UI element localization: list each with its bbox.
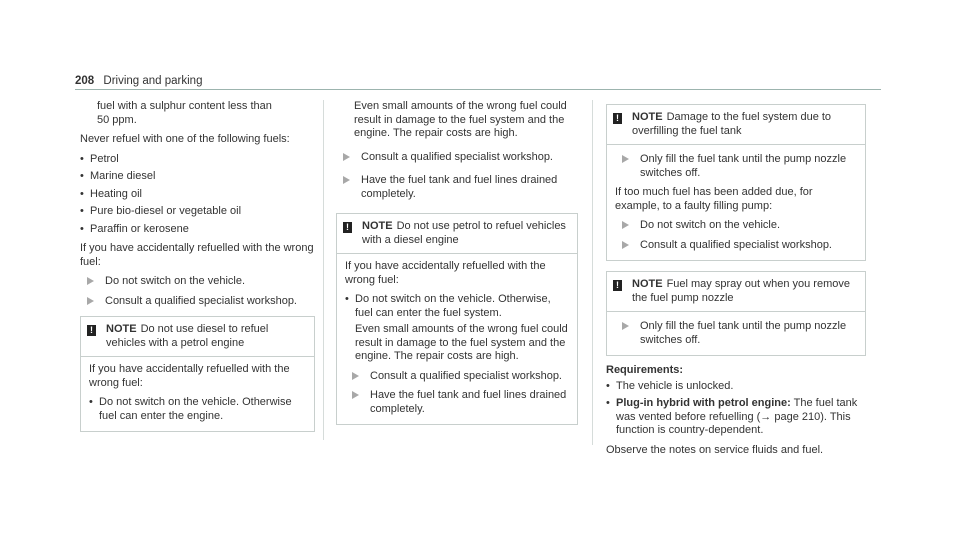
- note-label: NOTE: [362, 220, 393, 232]
- step-item: [345, 389, 569, 416]
- warning-icon: !: [343, 222, 352, 233]
- step-text: Do not switch on the vehicle.: [640, 219, 781, 231]
- step-arrow-icon: [343, 153, 350, 161]
- note-text: If you have accidentally refuelled with the wrong fuel:: [345, 260, 546, 286]
- list-item: • The vehicle is unlocked.: [606, 380, 866, 394]
- list-item: • Marine diesel: [80, 170, 315, 184]
- step-text: Only fill the fuel tank until the pump nozzle switches off.: [640, 320, 847, 346]
- column-1: [80, 100, 315, 440]
- note-header: [337, 214, 577, 254]
- step-item: [80, 275, 315, 289]
- note-title: Fuel may spray out when you remove the fuel pump nozzle: [632, 278, 850, 304]
- warning-icon: !: [613, 280, 622, 291]
- step-item: [336, 151, 578, 165]
- note-label: NOTE: [106, 323, 137, 335]
- step-item: [615, 239, 857, 253]
- note-header: [607, 105, 865, 145]
- column-2: [336, 100, 578, 433]
- note-body: [81, 357, 314, 431]
- note-title: Do not use diesel to refuel vehicles with a petrol engine: [106, 323, 269, 349]
- step-text: Have the fuel tank and fuel lines drained completely.: [370, 389, 567, 415]
- list-item: [345, 293, 569, 364]
- step-text: Consult a qualified specialist workshop.: [361, 150, 553, 163]
- step-item: [80, 295, 315, 309]
- step-text: Consult a qualified specialist workshop.: [105, 294, 297, 307]
- damage-text: Even small amounts of the wrong fuel could result in damage to the fuel system and the engine. The repair costs are high.: [354, 100, 567, 139]
- intro-line: fuel with a sulphur content less than: [97, 100, 272, 112]
- requirement-hybrid-text: The fuel tank was vented before refuelling (→ page 210). This function is country-dependent.: [616, 397, 858, 436]
- list-item: [606, 397, 866, 438]
- note-bullets: [345, 293, 569, 364]
- step-item: [345, 370, 569, 384]
- step-arrow-icon: [87, 297, 94, 305]
- fuel-list: [80, 153, 315, 237]
- list-item: • Paraffin or kerosene: [80, 223, 315, 237]
- requirements-title: Requirements:: [606, 364, 684, 376]
- intro-text: [80, 100, 315, 127]
- step-item: [615, 320, 857, 347]
- column-divider-right: [592, 100, 593, 445]
- step-arrow-icon: [352, 372, 359, 380]
- bullet-text: • Do not switch on the vehicle. Otherwise, fuel can enter the fuel system.: [355, 293, 551, 319]
- step-text: Consult a qualified specialist workshop.: [640, 238, 832, 251]
- list-item: • Heating oil: [80, 188, 315, 202]
- column-3: [606, 100, 866, 463]
- note-body: [607, 312, 865, 355]
- note-box-diesel: [80, 316, 315, 432]
- list-item: • Do not switch on the vehicle. Otherwise fuel can enter the engine.: [89, 396, 306, 423]
- note-title: Do not use petrol to refuel vehicles with a diesel engine: [362, 220, 566, 246]
- bullet-damage-text: Even small amounts of the wrong fuel could result in damage to the fuel system and the engine. The repair costs are high.: [355, 323, 568, 362]
- note-box-overfill: [606, 104, 866, 261]
- note-header: [607, 272, 865, 312]
- section-title: Driving and parking: [103, 75, 203, 87]
- header-rule: [75, 89, 881, 90]
- requirement-hybrid-label: Plug-in hybrid with petrol engine:: [616, 397, 791, 409]
- note-box-petrol: [336, 213, 578, 425]
- page-header: [75, 75, 202, 89]
- note-box-spray: [606, 271, 866, 356]
- step-item: [336, 174, 578, 201]
- step-arrow-icon: [622, 241, 629, 249]
- step-text: Only fill the fuel tank until the pump nozzle switches off.: [640, 153, 847, 179]
- column-divider-left: [323, 100, 324, 440]
- step-arrow-icon: [622, 322, 629, 330]
- intro-line: 50 ppm.: [97, 113, 137, 126]
- list-item: • Pure bio-diesel or vegetable oil: [80, 205, 315, 219]
- observe-text: Observe the notes on service fluids and fuel.: [606, 443, 824, 456]
- list-item: • Petrol: [80, 153, 315, 167]
- wrong-fuel-text: If you have accidentally refuelled with the wrong fuel:: [80, 242, 314, 268]
- page-number: 208: [75, 75, 95, 87]
- step-text: Consult a qualified specialist workshop.: [370, 369, 562, 382]
- note-label: NOTE: [632, 278, 663, 290]
- step-arrow-icon: [343, 176, 350, 184]
- step-arrow-icon: [622, 221, 629, 229]
- note-bullets: [89, 396, 306, 423]
- note-label: NOTE: [632, 111, 663, 123]
- step-text: Have the fuel tank and fuel lines drained completely.: [361, 174, 558, 200]
- step-arrow-icon: [352, 391, 359, 399]
- step-item: [615, 219, 857, 233]
- step-item: [615, 153, 857, 180]
- note-title: Damage to the fuel system due to overfilling the fuel tank: [632, 111, 832, 137]
- requirements-list: [606, 380, 866, 438]
- note-text: If you have accidentally refuelled with the wrong fuel:: [89, 363, 290, 389]
- step-arrow-icon: [622, 155, 629, 163]
- never-refuel-text: Never refuel with one of the following fuels:: [80, 133, 290, 145]
- step-text: Do not switch on the vehicle.: [105, 275, 246, 287]
- warning-icon: !: [613, 113, 622, 124]
- note-text: If too much fuel has been added due, for example, to a faulty filling pump:: [615, 186, 813, 212]
- warning-icon: !: [87, 325, 96, 336]
- step-arrow-icon: [87, 277, 94, 285]
- note-header: [81, 317, 314, 357]
- note-body: [337, 254, 577, 424]
- note-body: [607, 145, 865, 260]
